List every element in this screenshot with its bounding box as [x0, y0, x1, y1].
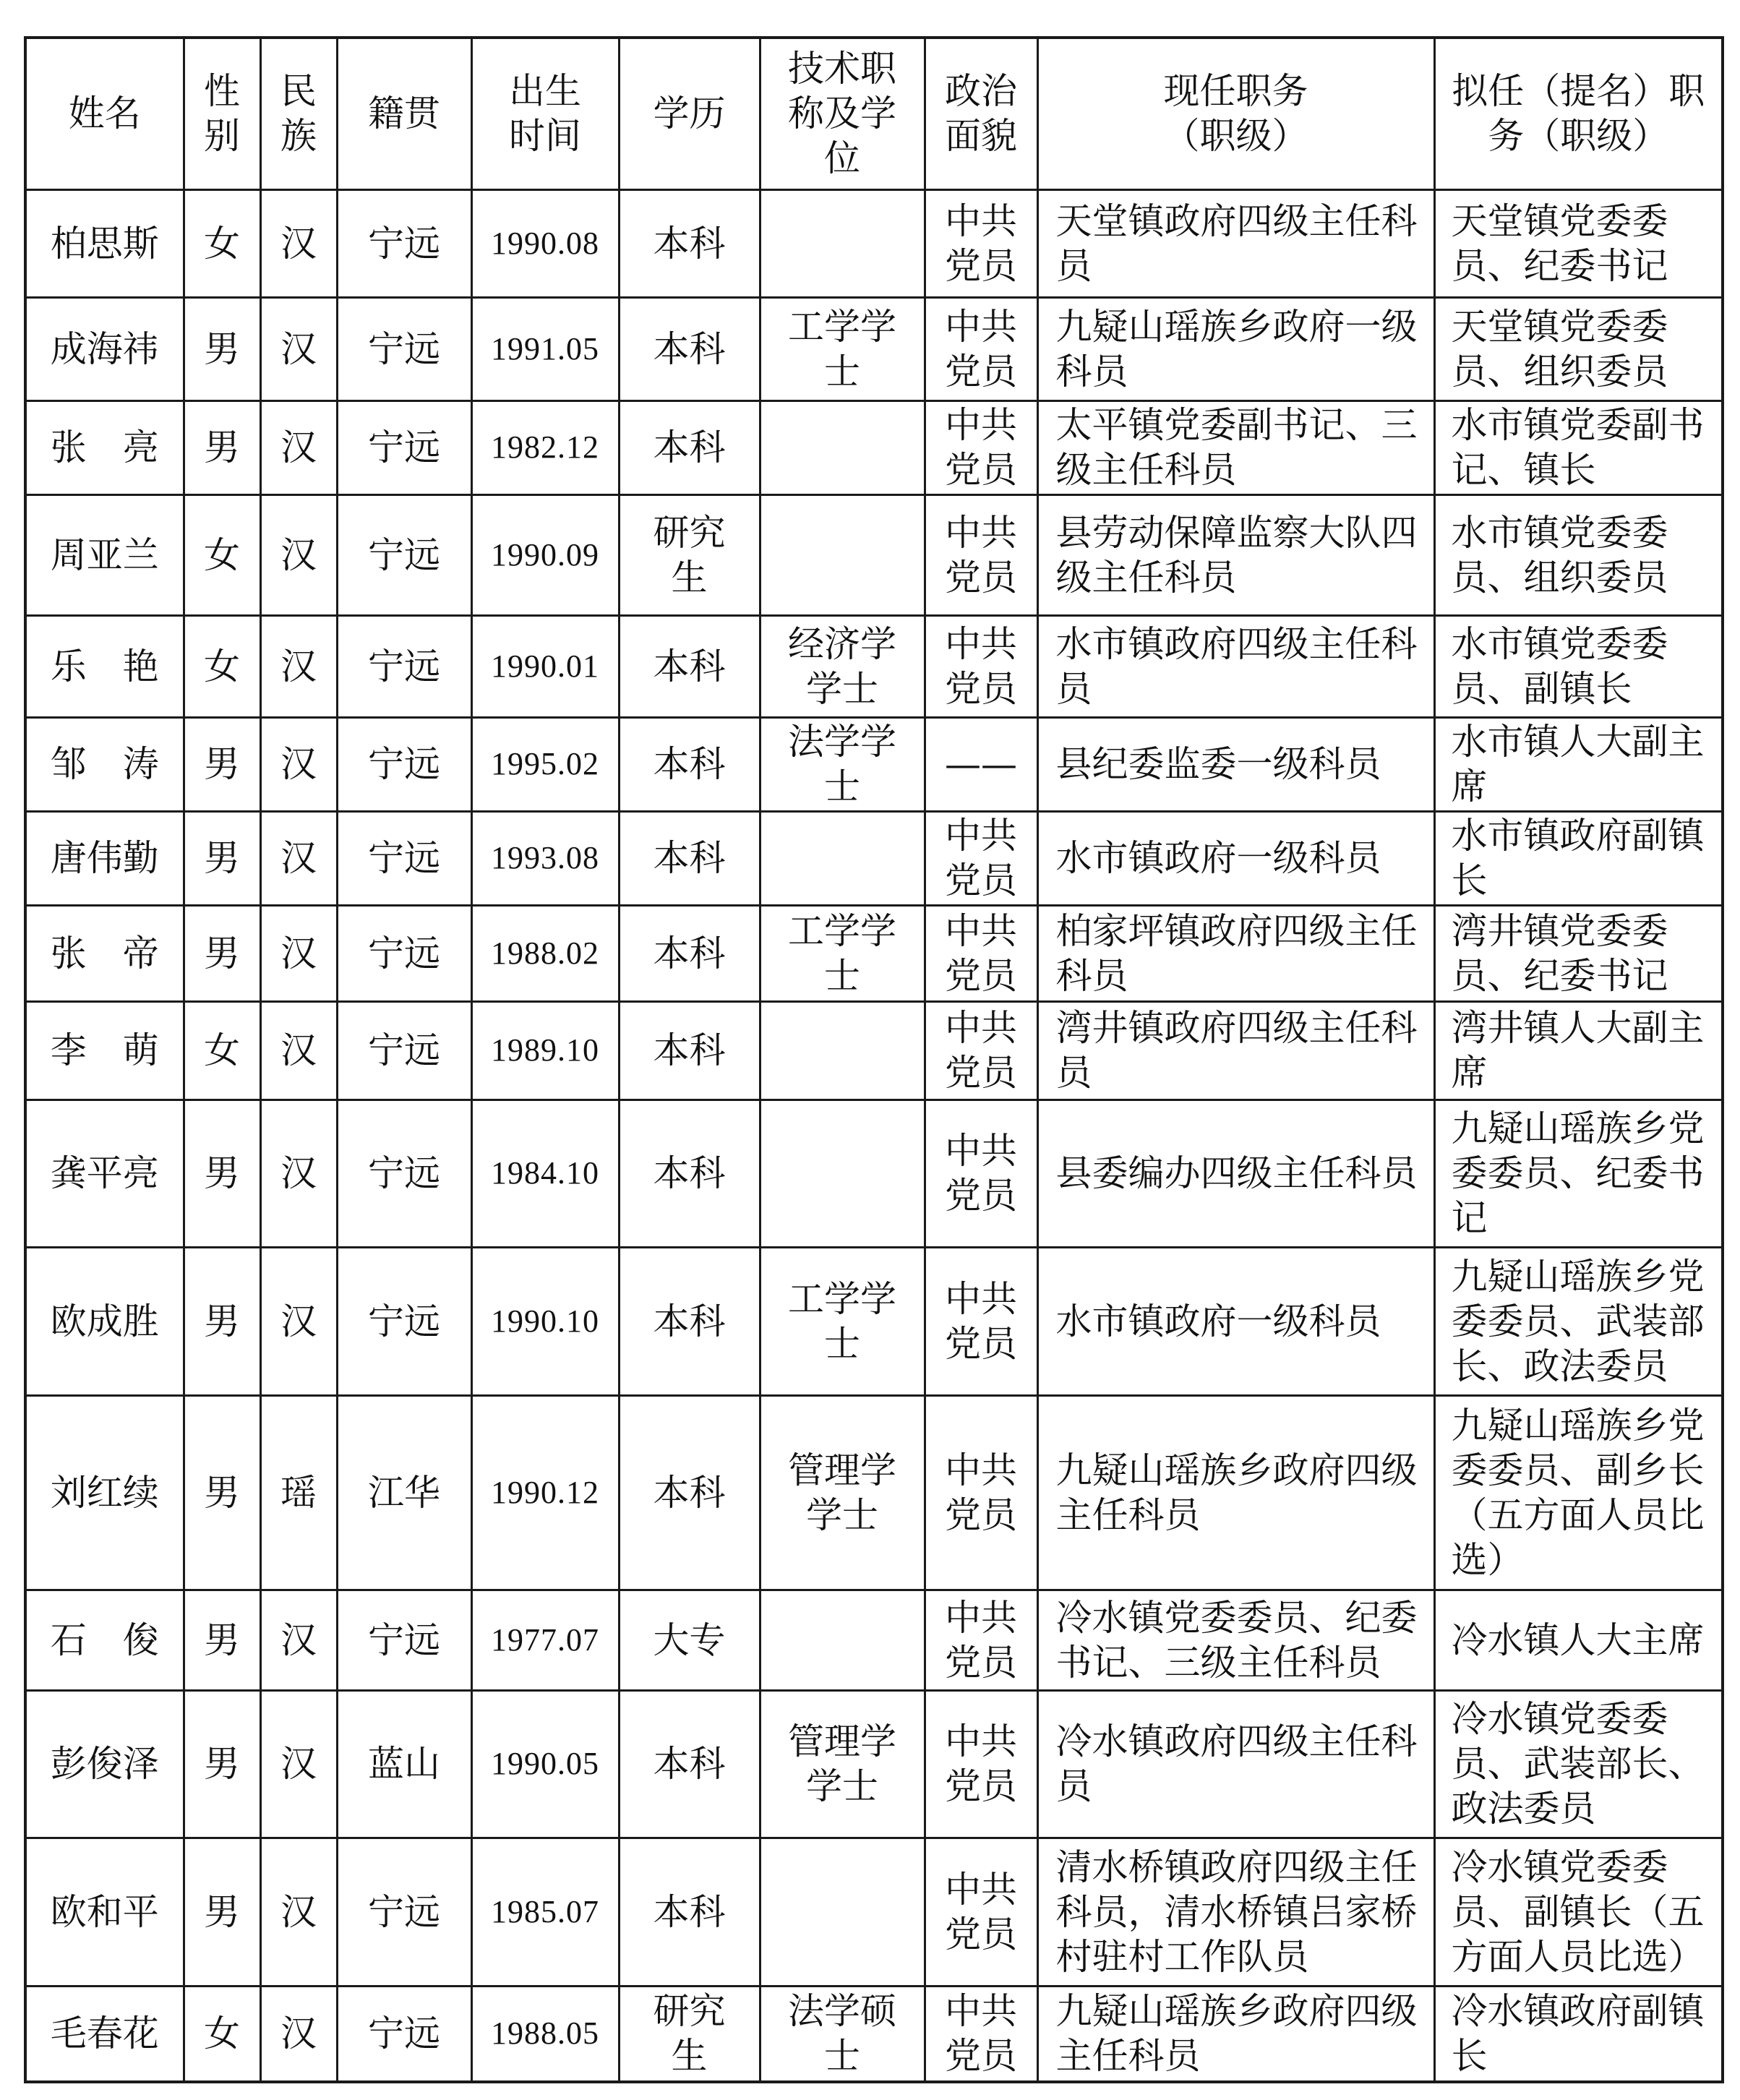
birth-date-cell: 1993.08: [471, 811, 619, 905]
gender-cell: 男: [184, 1395, 260, 1590]
education-cell: 本科: [619, 1247, 760, 1395]
education-cell: 研究生: [619, 494, 760, 615]
education-cell: 本科: [619, 811, 760, 905]
table-row: [25, 717, 1723, 811]
header-education: 学历: [619, 38, 760, 189]
header-gender: 性别: [184, 38, 260, 189]
current-position-cell: 清水桥镇政府四级主任科员，清水桥镇吕家桥村驻村工作队员: [1037, 1838, 1434, 1986]
current-position-cell: 县劳动保障监察大队四级主任科员: [1037, 494, 1434, 615]
education-cell: 本科: [619, 1100, 760, 1247]
native-place-cell: 宁远: [337, 494, 471, 615]
native-place-cell: 宁远: [337, 189, 471, 297]
native-place-cell: 宁远: [337, 1100, 471, 1247]
proposed-position-cell: 湾井镇人大副主席: [1434, 1001, 1723, 1100]
education-cell: 本科: [619, 615, 760, 717]
table-row: [25, 494, 1723, 615]
title-degree-cell: [760, 189, 925, 297]
ethnicity-cell: 汉: [260, 1838, 337, 1986]
proposed-position-cell: 冷水镇党委委员、武装部长、政法委员: [1434, 1690, 1723, 1838]
birth-date-cell: 1990.08: [471, 189, 619, 297]
title-degree-cell: 法学硕士: [760, 1986, 925, 2082]
education-cell: 大专: [619, 1590, 760, 1690]
table-row: [25, 189, 1723, 297]
table-row: [25, 1986, 1723, 2082]
political-status-cell: 中共党员: [925, 494, 1037, 615]
current-position-cell: 九疑山瑶族乡政府四级主任科员: [1037, 1986, 1434, 2082]
ethnicity-cell: 汉: [260, 1690, 337, 1838]
proposed-position-cell: 九疑山瑶族乡党委委员、纪委书记: [1434, 1100, 1723, 1247]
proposed-position-cell: 水市镇政府副镇长: [1434, 811, 1723, 905]
birth-date-cell: 1995.02: [471, 717, 619, 811]
native-place-cell: 宁远: [337, 1838, 471, 1986]
name-cell: 邹 涛: [25, 717, 184, 811]
title-degree-cell: 工学学士: [760, 905, 925, 1001]
current-position-cell: 水市镇政府一级科员: [1037, 811, 1434, 905]
birth-date-cell: 1988.02: [471, 905, 619, 1001]
table-row: [25, 811, 1723, 905]
header-birth-date: 出生时间: [471, 38, 619, 189]
current-position-cell: 九疑山瑶族乡政府四级主任科员: [1037, 1395, 1434, 1590]
proposed-position-cell: 水市镇人大副主席: [1434, 717, 1723, 811]
header-name: 姓名: [25, 38, 184, 189]
gender-cell: 男: [184, 400, 260, 494]
title-degree-cell: [760, 1001, 925, 1100]
name-cell: 周亚兰: [25, 494, 184, 615]
political-status-cell: 中共党员: [925, 400, 1037, 494]
education-cell: 本科: [619, 717, 760, 811]
political-status-cell: 中共党员: [925, 615, 1037, 717]
birth-date-cell: 1990.12: [471, 1395, 619, 1590]
header-current-position-line1: 现任职务: [1163, 70, 1308, 113]
native-place-cell: 宁远: [337, 717, 471, 811]
ethnicity-cell: 汉: [260, 1001, 337, 1100]
native-place-cell: 宁远: [337, 1001, 471, 1100]
proposed-position-cell: 九疑山瑶族乡党委委员、武装部长、政法委员: [1434, 1247, 1723, 1395]
birth-date-cell: 1982.12: [471, 400, 619, 494]
ethnicity-cell: 汉: [260, 717, 337, 811]
education-cell: 本科: [619, 1395, 760, 1590]
header-row: [25, 38, 1723, 189]
native-place-cell: 蓝山: [337, 1690, 471, 1838]
political-status-cell: 中共党员: [925, 905, 1037, 1001]
proposed-position-cell: 天堂镇党委委员、组织委员: [1434, 297, 1723, 400]
gender-cell: 男: [184, 1247, 260, 1395]
gender-cell: 女: [184, 1001, 260, 1100]
title-degree-cell: 经济学学士: [760, 615, 925, 717]
proposed-position-cell: 水市镇党委委员、组织委员: [1434, 494, 1723, 615]
current-position-cell: 冷水镇党委委员、纪委书记、三级主任科员: [1037, 1590, 1434, 1690]
current-position-cell: 水市镇政府四级主任科员: [1037, 615, 1434, 717]
title-degree-cell: [760, 494, 925, 615]
ethnicity-cell: 汉: [260, 189, 337, 297]
header-proposed-position: 拟任（提名）职务（职级）: [1434, 38, 1723, 189]
political-status-cell: ——: [925, 717, 1037, 811]
native-place-cell: 江华: [337, 1395, 471, 1590]
birth-date-cell: 1984.10: [471, 1100, 619, 1247]
current-position-cell: 冷水镇政府四级主任科员: [1037, 1690, 1434, 1838]
ethnicity-cell: 汉: [260, 1986, 337, 2082]
gender-cell: 女: [184, 1986, 260, 2082]
name-cell: 毛春花: [25, 1986, 184, 2082]
name-cell: 唐伟勤: [25, 811, 184, 905]
proposed-position-cell: 水市镇党委副书记、镇长: [1434, 400, 1723, 494]
name-cell: 刘红续: [25, 1395, 184, 1590]
name-cell: 欧成胜: [25, 1247, 184, 1395]
ethnicity-cell: 汉: [260, 1590, 337, 1690]
proposed-position-cell: 九疑山瑶族乡党委委员、副乡长（五方面人员比选）: [1434, 1395, 1723, 1590]
title-degree-cell: 管理学学士: [760, 1690, 925, 1838]
birth-date-cell: 1989.10: [471, 1001, 619, 1100]
table-row: [25, 297, 1723, 400]
gender-cell: 男: [184, 297, 260, 400]
education-cell: 本科: [619, 400, 760, 494]
proposed-position-cell: 冷水镇人大主席: [1434, 1590, 1723, 1690]
table-row: [25, 400, 1723, 494]
current-position-cell: 县委编办四级主任科员: [1037, 1100, 1434, 1247]
title-degree-cell: 法学学士: [760, 717, 925, 811]
proposed-position-cell: 天堂镇党委委员、纪委书记: [1434, 189, 1723, 297]
native-place-cell: 宁远: [337, 1590, 471, 1690]
political-status-cell: 中共党员: [925, 1395, 1037, 1590]
table-row: [25, 905, 1723, 1001]
birth-date-cell: 1977.07: [471, 1590, 619, 1690]
title-degree-cell: [760, 811, 925, 905]
ethnicity-cell: 汉: [260, 1100, 337, 1247]
current-position-cell: 天堂镇政府四级主任科员: [1037, 189, 1434, 297]
current-position-cell: 湾井镇政府四级主任科员: [1037, 1001, 1434, 1100]
table-row: [25, 1690, 1723, 1838]
political-status-cell: 中共党员: [925, 189, 1037, 297]
birth-date-cell: 1991.05: [471, 297, 619, 400]
gender-cell: 男: [184, 1100, 260, 1247]
proposed-position-cell: 冷水镇政府副镇长: [1434, 1986, 1723, 2082]
title-degree-cell: 工学学士: [760, 297, 925, 400]
cadre-roster-table: [24, 36, 1724, 2083]
political-status-cell: 中共党员: [925, 1986, 1037, 2082]
header-title-degree: 技术职称及学位: [760, 38, 925, 189]
title-degree-cell: [760, 1590, 925, 1690]
name-cell: 石 俊: [25, 1590, 184, 1690]
political-status-cell: 中共党员: [925, 1100, 1037, 1247]
birth-date-cell: 1990.10: [471, 1247, 619, 1395]
table-row: [25, 1395, 1723, 1590]
education-cell: 本科: [619, 1001, 760, 1100]
birth-date-cell: 1990.09: [471, 494, 619, 615]
header-native-place: 籍贯: [337, 38, 471, 189]
proposed-position-cell: 湾井镇党委委员、纪委书记: [1434, 905, 1723, 1001]
political-status-cell: 中共党员: [925, 1001, 1037, 1100]
ethnicity-cell: 汉: [260, 905, 337, 1001]
political-status-cell: 中共党员: [925, 811, 1037, 905]
ethnicity-cell: 汉: [260, 615, 337, 717]
native-place-cell: 宁远: [337, 811, 471, 905]
education-cell: 研究生: [619, 1986, 760, 2082]
name-cell: 龚平亮: [25, 1100, 184, 1247]
education-cell: 本科: [619, 297, 760, 400]
ethnicity-cell: 汉: [260, 811, 337, 905]
education-cell: 本科: [619, 189, 760, 297]
table-row: [25, 1001, 1723, 1100]
birth-date-cell: 1988.05: [471, 1986, 619, 2082]
gender-cell: 男: [184, 1838, 260, 1986]
header-political-status: 政治面貌: [925, 38, 1037, 189]
native-place-cell: 宁远: [337, 615, 471, 717]
name-cell: 李 萌: [25, 1001, 184, 1100]
table-row: [25, 1100, 1723, 1247]
current-position-cell: 县纪委监委一级科员: [1037, 717, 1434, 811]
name-cell: 彭俊泽: [25, 1690, 184, 1838]
gender-cell: 男: [184, 1590, 260, 1690]
ethnicity-cell: 瑶: [260, 1395, 337, 1590]
name-cell: 欧和平: [25, 1838, 184, 1986]
header-ethnicity: 民族: [260, 38, 337, 189]
name-cell: 成海祎: [25, 297, 184, 400]
ethnicity-cell: 汉: [260, 297, 337, 400]
title-degree-cell: [760, 1838, 925, 1986]
native-place-cell: 宁远: [337, 297, 471, 400]
name-cell: 张 帝: [25, 905, 184, 1001]
native-place-cell: 宁远: [337, 1986, 471, 2082]
gender-cell: 男: [184, 905, 260, 1001]
native-place-cell: 宁远: [337, 1247, 471, 1395]
education-cell: 本科: [619, 905, 760, 1001]
current-position-cell: 水市镇政府一级科员: [1037, 1247, 1434, 1395]
proposed-position-cell: 水市镇党委委员、副镇长: [1434, 615, 1723, 717]
current-position-cell: 太平镇党委副书记、三级主任科员: [1037, 400, 1434, 494]
header-current-position: [1037, 38, 1434, 189]
table-row: [25, 1247, 1723, 1395]
political-status-cell: 中共党员: [925, 1838, 1037, 1986]
political-status-cell: 中共党员: [925, 1247, 1037, 1395]
title-degree-cell: 管理学学士: [760, 1395, 925, 1590]
birth-date-cell: 1985.07: [471, 1838, 619, 1986]
name-cell: 乐 艳: [25, 615, 184, 717]
education-cell: 本科: [619, 1690, 760, 1838]
gender-cell: 男: [184, 1690, 260, 1838]
education-cell: 本科: [619, 1838, 760, 1986]
table-row: [25, 1590, 1723, 1690]
ethnicity-cell: 汉: [260, 494, 337, 615]
name-cell: 柏思斯: [25, 189, 184, 297]
title-degree-cell: 工学学士: [760, 1247, 925, 1395]
political-status-cell: 中共党员: [925, 1590, 1037, 1690]
title-degree-cell: [760, 400, 925, 494]
proposed-position-cell: 冷水镇党委委员、副镇长（五方面人员比选）: [1434, 1838, 1723, 1986]
title-degree-cell: [760, 1100, 925, 1247]
ethnicity-cell: 汉: [260, 1247, 337, 1395]
table-row: [25, 1838, 1723, 1986]
native-place-cell: 宁远: [337, 905, 471, 1001]
current-position-cell: 柏家坪镇政府四级主任科员: [1037, 905, 1434, 1001]
native-place-cell: 宁远: [337, 400, 471, 494]
gender-cell: 男: [184, 717, 260, 811]
ethnicity-cell: 汉: [260, 400, 337, 494]
gender-cell: 男: [184, 811, 260, 905]
name-cell: 张 亮: [25, 400, 184, 494]
gender-cell: 女: [184, 494, 260, 615]
political-status-cell: 中共党员: [925, 1690, 1037, 1838]
gender-cell: 女: [184, 189, 260, 297]
gender-cell: 女: [184, 615, 260, 717]
table-row: [25, 615, 1723, 717]
current-position-cell: 九疑山瑶族乡政府一级科员: [1037, 297, 1434, 400]
birth-date-cell: 1990.05: [471, 1690, 619, 1838]
header-current-position-line2: （职级）: [1163, 115, 1308, 158]
birth-date-cell: 1990.01: [471, 615, 619, 717]
political-status-cell: 中共党员: [925, 297, 1037, 400]
